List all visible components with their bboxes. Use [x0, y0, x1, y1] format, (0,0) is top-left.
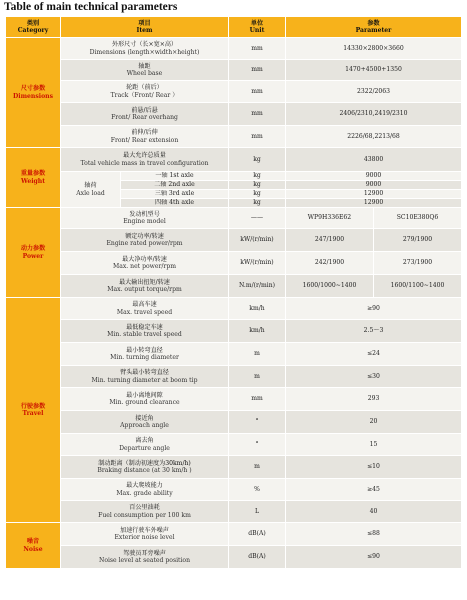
table-row [6, 411, 462, 434]
item-label: 发动机型号 Engine model [61, 208, 229, 229]
header-unit: 单位 Unit [229, 17, 286, 38]
table-row [6, 320, 462, 343]
value-cell: 9000 [286, 172, 462, 181]
unit-cell: mm [229, 388, 286, 411]
unit-cell: m [229, 456, 286, 479]
unit-cell: kg [229, 199, 286, 208]
value-cell: 2.5～3 [286, 320, 462, 343]
unit-cell: % [229, 479, 286, 501]
item-label: 外形尺寸（长×宽×高） Dimensions (length×width×height) [61, 38, 229, 60]
unit-cell: L [229, 501, 286, 523]
value-cell-2: SC10E380Q6 [374, 208, 462, 229]
table-row [6, 343, 462, 366]
value-cell: 43800 [286, 148, 462, 172]
value-cell: 2322/2063 [286, 81, 462, 103]
table-row [6, 523, 462, 546]
item-label: 最大输出扭矩/转速 Max. output torque/rpm [61, 275, 229, 298]
table-row [6, 275, 462, 298]
table-row [6, 388, 462, 411]
header-parameter: 参数 Parameter [286, 17, 462, 38]
value-cell: 2406/2310,2419/2310 [286, 103, 462, 126]
table-row [6, 103, 462, 126]
unit-cell: mm [229, 60, 286, 81]
table-header [6, 17, 462, 38]
value-cell: 1470+4500+1350 [286, 60, 462, 81]
page-title: Table of main technical parameters [4, 1, 178, 13]
value-cell: ≤24 [286, 343, 462, 366]
header-category: 类别 Category [6, 17, 61, 38]
axle-label: 四轴 4th axle [121, 199, 229, 208]
item-label: 额定功率/转速 Engine rated power/rpm [61, 229, 229, 252]
value-cell: 2226/68,2213/68 [286, 126, 462, 148]
unit-cell: m [229, 366, 286, 388]
item-label: 最大爬坡能力 Max. grade ability [61, 479, 229, 501]
parameters-table [5, 16, 462, 569]
unit-cell: N.m/(r/min) [229, 275, 286, 298]
axle-load-label: 轴荷 Axle load [61, 172, 121, 208]
category-travel: 行驶参数 Travel [6, 298, 61, 523]
table-row [6, 252, 462, 275]
unit-cell: mm [229, 38, 286, 60]
unit-cell: km/h [229, 320, 286, 343]
value-cell: 40 [286, 501, 462, 523]
table-row [6, 60, 462, 81]
table-row [6, 38, 462, 60]
value-cell: 12900 [286, 190, 462, 199]
value-cell: 14330×2800×3660 [286, 38, 462, 60]
table-row [6, 81, 462, 103]
value-cell: 293 [286, 388, 462, 411]
unit-cell: mm [229, 81, 286, 103]
item-label: 最大允许总质量 Total vehicle mass in travel configuration [61, 148, 229, 172]
value-cell: ≤88 [286, 523, 462, 546]
value-cell-1: 1600/1000~1400 [286, 275, 374, 298]
value-cell: 15 [286, 434, 462, 456]
value-cell-1: 247/1900 [286, 229, 374, 252]
item-label: 最低稳定车速 Min. stable travel speed [61, 320, 229, 343]
item-label: 最大净功率/转速 Max. net power/rpm [61, 252, 229, 275]
table-row [6, 126, 462, 148]
unit-cell: kW/(r/min) [229, 229, 286, 252]
value-cell-1: 242/1900 [286, 252, 374, 275]
value-cell: 20 [286, 411, 462, 434]
unit-cell: kg [229, 190, 286, 199]
table-row [6, 501, 462, 523]
value-cell: 9000 [286, 181, 462, 190]
value-cell: ≥45 [286, 479, 462, 501]
item-label: 轴距 Wheel base [61, 60, 229, 81]
table-row [6, 479, 462, 501]
table-row [6, 172, 462, 181]
value-cell: 12900 [286, 199, 462, 208]
item-label: 最小转弯直径 Min. turning diameter [61, 343, 229, 366]
value-cell-2: 1600/1100~1400 [374, 275, 462, 298]
item-label: 接近角 Approach angle [61, 411, 229, 434]
item-label: 轮距（前后） Track（Front/ Rear ） [61, 81, 229, 103]
item-label: 臂头最小转弯直径 Min. turning diameter at boom tip [61, 366, 229, 388]
value-cell-2: 279/1900 [374, 229, 462, 252]
item-label: 离去角 Departure angle [61, 434, 229, 456]
axle-label: 三轴 3rd axle [121, 190, 229, 199]
unit-cell: kg [229, 148, 286, 172]
item-label: 百公里油耗 Fuel consumption per 100 km [61, 501, 229, 523]
item-label: 最小离地间隙 Min. ground clearance [61, 388, 229, 411]
unit-cell: kg [229, 172, 286, 181]
category-noise: 噪音 Noise [6, 523, 61, 569]
value-cell-1: WP9H336E62 [286, 208, 374, 229]
unit-cell: km/h [229, 298, 286, 320]
axle-label: 一轴 1st axle [121, 172, 229, 181]
category-dimensions: 尺寸参数 Dimensions [6, 38, 61, 148]
value-cell: ≥90 [286, 298, 462, 320]
table-row [6, 366, 462, 388]
category-power: 动力参数 Power [6, 208, 61, 298]
item-label: 前伸/后伸 Front/ Rear extension [61, 126, 229, 148]
unit-cell: —— [229, 208, 286, 229]
unit-cell: ° [229, 434, 286, 456]
item-label: 加速行驶车外噪声 Exterior noise level [61, 523, 229, 546]
table-row [6, 298, 462, 320]
table-row [6, 148, 462, 172]
item-label: 驾驶员耳旁噪声 Noise level at seated position [61, 546, 229, 569]
unit-cell: dB(A) [229, 546, 286, 569]
value-cell: ≤30 [286, 366, 462, 388]
category-weight: 重量参数 Weight [6, 148, 61, 208]
value-cell-2: 273/1900 [374, 252, 462, 275]
header-item: 项目 Item [61, 17, 229, 38]
table-row [6, 434, 462, 456]
item-label: 制动距离（制动初速度为30km/h) Braking distance (at 30 km/h ) [61, 456, 229, 479]
item-label: 前悬/后悬 Front/ Rear overhang [61, 103, 229, 126]
axle-label: 二轴 2nd axle [121, 181, 229, 190]
table-row [6, 456, 462, 479]
unit-cell: mm [229, 126, 286, 148]
unit-cell: kW/(r/min) [229, 252, 286, 275]
unit-cell: kg [229, 181, 286, 190]
unit-cell: ° [229, 411, 286, 434]
unit-cell: dB(A) [229, 523, 286, 546]
value-cell: ≤90 [286, 546, 462, 569]
unit-cell: m [229, 343, 286, 366]
item-label: 最高车速 Max. travel speed [61, 298, 229, 320]
table-row [6, 208, 462, 229]
table-row [6, 546, 462, 569]
value-cell: ≤10 [286, 456, 462, 479]
unit-cell: mm [229, 103, 286, 126]
table-row [6, 229, 462, 252]
